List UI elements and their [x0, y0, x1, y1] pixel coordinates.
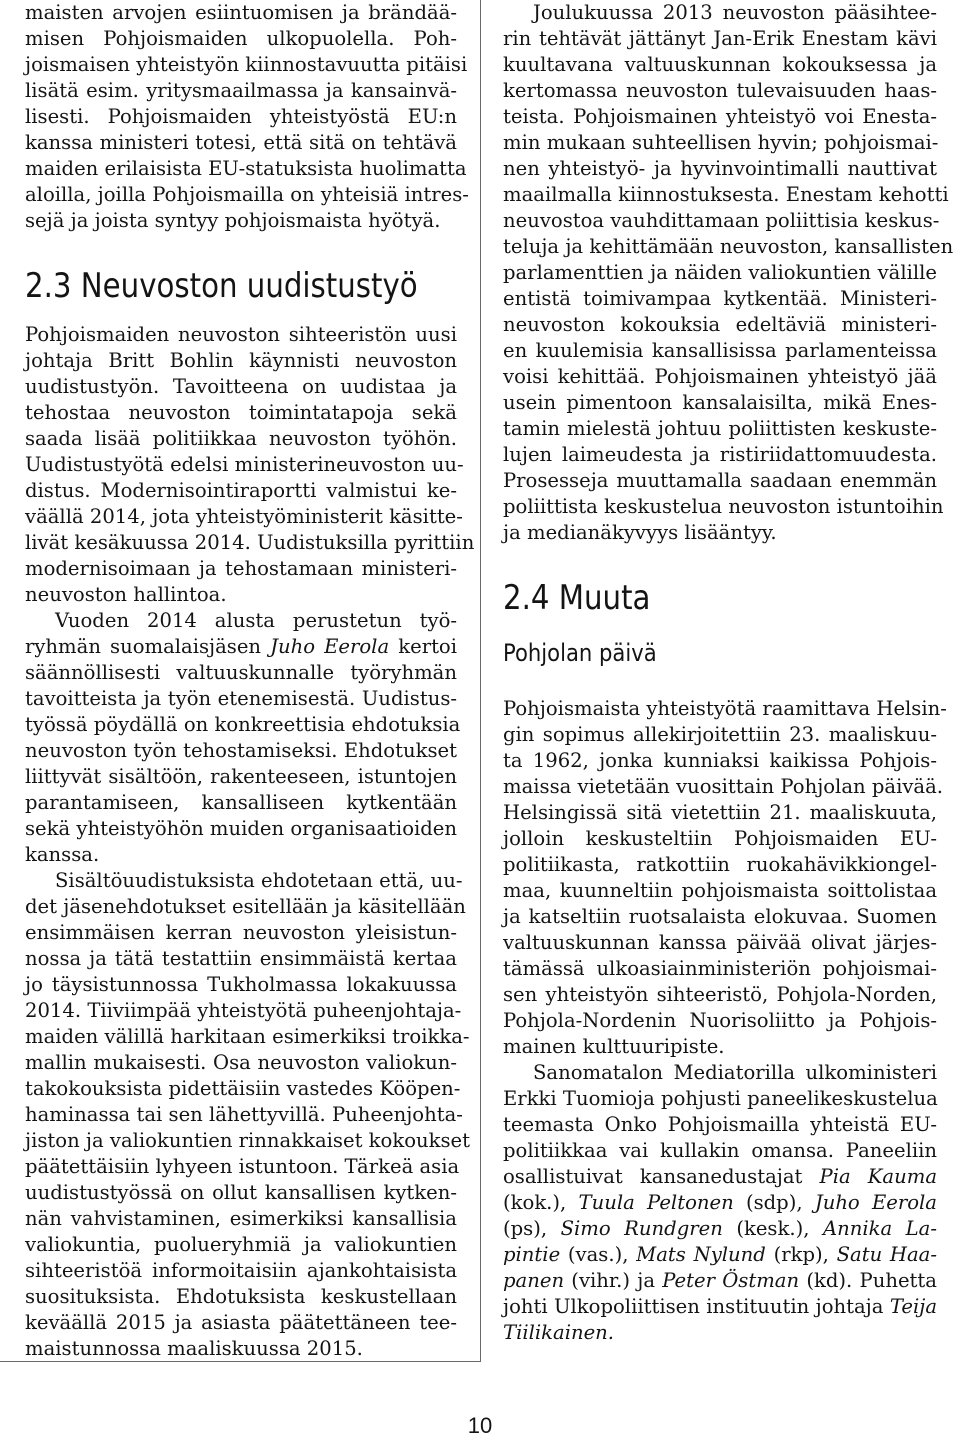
text-line: maailmalla kiinnostuksesta. Enestam kehotti: [503, 183, 949, 206]
text-line: Pohjoismaista yhteistyötä raamittava Helsin-: [503, 697, 947, 720]
text-line: uudistustyössä on ollut kansallisen kytken-: [25, 1181, 457, 1204]
text-fragment: (kd). Puhetta: [799, 1269, 937, 1292]
text-line: gin sopimus allekirjoitettiin 23. maaliskuu-: [503, 723, 937, 746]
person-name: Mats Nylund: [636, 1243, 766, 1266]
text-line: Vuoden 2014 alusta perustetun työ-: [55, 609, 457, 632]
text-line: nen yhteistyö- ja hyvinvointimalli nauttivat: [503, 157, 937, 180]
text-line: uudistustyön. Tavoitteena on uudistaa ja: [25, 375, 457, 398]
text-line: [25, 634, 457, 660]
text-line: väällä 2014, jota yhteistyöministerit käsitte-: [25, 505, 463, 528]
text-fragment: johti Ulkopoliittisen instituutin johtaja: [503, 1295, 890, 1318]
person-name: panen: [503, 1269, 565, 1292]
text-fragment: (kok.),: [503, 1191, 579, 1214]
text-line: [503, 1294, 937, 1320]
mediatori-paragraph: [503, 1060, 937, 1346]
text-line: entistä toimivampaa kytkentää. Ministeri-: [503, 287, 937, 310]
text-line: sen yhteistyön sihteeristö, Pohjola-Norden,: [503, 983, 937, 1006]
person-name: Peter Östman: [662, 1269, 800, 1292]
text-line: työssä pöydällä on konkreettisia ehdotuksia: [25, 713, 461, 736]
text-line: teluja ja kehittämään neuvoston, kansallisten: [503, 235, 954, 258]
text-line: jiston ja valiokuntien rinnakkaiset kokoukset: [25, 1129, 471, 1152]
text-line: takokouksista pidettäisiin vastedes Kööpen-: [25, 1077, 461, 1100]
person-name: Tuula Peltonen: [578, 1191, 734, 1214]
text-line: haminassa tai sen lähettyvillä. Puheenjohta-: [25, 1103, 463, 1126]
text-fragment: (rkp),: [765, 1243, 837, 1266]
content-reform-paragraph: [25, 868, 471, 1362]
text-line: kanssa.: [25, 843, 100, 866]
text-line: min mukaan suhteellisen hyvin; pohjoismai-: [503, 131, 939, 154]
text-line: ja medianäkyvyys lisääntyy.: [503, 521, 777, 544]
text-line: ta 1962, jonka kunniaksi kaikissa Pohjois-: [503, 749, 937, 772]
text-line: liittyvät sisältöön, rakenteeseen, istuntojen: [25, 765, 457, 788]
text-line: saada lisää politiikkaa neuvoston työhön.: [25, 427, 457, 450]
enestam-paragraph: [503, 0, 954, 546]
text-line: 2014. Tiiviimpää yhteistyötä puheenjohtaja-: [25, 999, 462, 1022]
person-name: Juho Eerola: [270, 635, 390, 658]
text-line: [503, 1164, 937, 1190]
text-line: valiokuntia, puolueryhmiä ja valiokuntien: [25, 1233, 457, 1256]
text-fragment: osallistuivat kansanedustajat: [503, 1165, 820, 1188]
section-heading-2-3: 2.3 Neuvoston uudistustyö: [25, 266, 418, 306]
subheading-pohjolan-paiva: Pohjolan päivä: [503, 639, 657, 667]
text-line: säännöllisesti valtuuskunnalle työryhmän: [25, 661, 457, 684]
text-line: Uudistustyötä edelsi ministerineuvoston uu-: [25, 453, 464, 476]
text-line: parantamiseen, kansalliseen kytkentään: [25, 791, 457, 814]
intro-paragraph: [25, 0, 469, 234]
text-line: Erkki Tuomioja pohjusti paneelikeskustelua: [503, 1087, 938, 1110]
text-line: sekä yhteistyöhön muiden organisaatioiden: [25, 817, 458, 840]
text-fragment: kertoi: [389, 635, 457, 658]
text-fragment: (kesk.),: [722, 1217, 823, 1240]
page-number: 10: [467, 1413, 493, 1438]
text-line: jolloin keskusteltiin Pohjoismaiden EU-: [503, 827, 937, 850]
pohjola-day-paragraph: [503, 696, 947, 1060]
text-line: parlamenttien ja näiden valiokuntien välille: [503, 261, 937, 284]
text-line: Joulukuussa 2013 neuvoston pääsihteе-: [533, 1, 937, 24]
text-line: maissa vietetään vuosittain Pohjolan päivää.: [503, 775, 944, 798]
text-line: päätettäisiin lyhyeen istuntoon. Tärkeä asia: [25, 1155, 460, 1178]
text-line: [503, 1242, 937, 1268]
working-group-paragraph: [25, 608, 461, 868]
text-line: valtuuskunnan kanssa päivää olivat järjes-: [503, 931, 937, 954]
renewal-paragraph: [25, 322, 475, 608]
text-line: maiden välillä harkitaan esimerkiksi troikka-: [25, 1025, 470, 1048]
text-line: livät kesäkuussa 2014. Uudistuksilla pyrittiin: [25, 531, 475, 554]
text-line: neuvostoa vauhdittamaan poliittisia keskus-: [503, 209, 940, 232]
text-fragment: (vas.),: [560, 1243, 637, 1266]
text-line: neuvoston hallintoa.: [25, 583, 227, 606]
person-name: Pia Kauma: [819, 1165, 937, 1188]
person-name: Annika La-: [822, 1217, 937, 1240]
text-line: [503, 1268, 937, 1294]
text-line: maistunnossa maaliskuussa 2015.: [25, 1337, 363, 1360]
text-line: tehostaa neuvoston toimintatapoja sekä: [25, 401, 457, 424]
text-line: [503, 1216, 937, 1242]
text-line: nossa ja tätä testattiin ensimmäistä kertaa: [25, 947, 457, 970]
person-name: Teija: [889, 1295, 937, 1318]
text-line: teemasta Onko Pohjoismailla yhteistä EU-: [503, 1113, 937, 1136]
person-name: Satu Haa-: [836, 1243, 937, 1266]
text-line: mainen kulttuuripiste.: [503, 1035, 725, 1058]
text-line: keväällä 2015 ja asiasta päätettäneen tee-: [25, 1311, 457, 1334]
text-line: lisätä esim. yritysmaailmassa ja kansainvä-: [25, 79, 457, 102]
text-line: maa, kuunneltiin pohjoismaista soittolistaa: [503, 879, 937, 902]
text-line: nän vahvistaminen, esimerkiksi kansallisia: [25, 1207, 457, 1230]
text-fragment: (vihr.) ja: [564, 1269, 663, 1292]
text-line: Sanomatalon Mediatorilla ulkoministeri: [533, 1061, 937, 1084]
text-line: lisesti. Pohjoismaiden yhteistyöstä EU:n: [25, 105, 457, 128]
person-name: Tiilikainen.: [503, 1321, 615, 1344]
text-line: [503, 1190, 937, 1216]
text-line: modernisoimaan ja tehostamaan ministeri-: [25, 557, 457, 580]
text-line: sejä ja joista syntyy pohjoismaista hyötyä.: [25, 209, 441, 232]
text-line: neuvoston kokouksia edeltäviä ministeri-: [503, 313, 937, 336]
right-column: [503, 0, 954, 1346]
text-line: Prosesseja muuttamalla saadaan enemmän: [503, 469, 937, 492]
text-line: kanssa ministeri totesi, että sitä on tehtävä: [25, 131, 457, 154]
text-line: maiden erilaisista EU-statuksista huolimatta: [25, 157, 467, 180]
text-fragment: (sdp),: [733, 1191, 815, 1214]
text-line: teista. Pohjoismainen yhteistyö voi Enesta-: [503, 105, 937, 128]
person-name: pintie: [503, 1243, 561, 1266]
text-line: rin tehtävät jättänyt Jan-Erik Enestam kävi: [503, 27, 937, 50]
text-line: tavoitteista ja työn etenemisestä. Uudistus-: [25, 687, 457, 710]
text-line: kertomassa neuvoston tulevaisuuden haas-: [503, 79, 937, 102]
text-line: Pohjoismaiden neuvoston sihteeristön uusi: [25, 323, 457, 346]
text-line: kuultavana valtuuskunnan kokouksessa ja: [503, 53, 937, 76]
text-line: politiikasta, ratkottiin ruokahävikkiongel-: [503, 853, 937, 876]
text-line: tamin mielestä johtuu poliittisten keskuste-: [503, 417, 937, 440]
text-line: jo täysistunnossa Tukholmassa lokakuussa: [25, 973, 457, 996]
text-line: usein pimentoon kansalaisilta, mikä Enes-: [503, 391, 937, 414]
text-line: johtaja Britt Bohlin käynnisti neuvoston: [25, 349, 457, 372]
text-line: lujen laimeudesta ja ristiriidattomuudesta.: [503, 443, 937, 466]
left-column: [25, 0, 475, 1362]
column-divider: [480, 0, 481, 1362]
text-line: en kuulemisia kansallisissa parlamenteissa: [503, 339, 937, 362]
text-line: joismaisen yhteistyön kiinnostavuutta pitäisi: [25, 53, 468, 76]
text-line: mallin mukaisesti. Osa neuvoston valiokun-: [25, 1051, 457, 1074]
text-line: politiikkaa vai kullakin omansa. Paneeliin: [503, 1139, 937, 1162]
text-line: Helsingissä sitä vietettiin 21. maaliskuuta,: [503, 801, 937, 824]
text-line: distus. Modernisointiraportti valmistui ke-: [25, 479, 457, 502]
text-line: tämässä ulkoasiainministeriön pohjoismai-: [503, 957, 937, 980]
text-line: misen Pohjoismaiden ulkopuolella. Poh-: [25, 27, 457, 50]
text-fragment: (ps),: [503, 1217, 561, 1240]
text-line: [503, 1320, 937, 1346]
text-line: Pohjola-Nordenin Nuorisoliitto ja Pohjois-: [503, 1009, 937, 1032]
text-line: Sisältöuudistuksista ehdotetaan että, uu-: [55, 869, 463, 892]
text-line: ja katseltiin ruotsalaista elokuvaa. Suomen: [503, 905, 937, 928]
person-name: Juho Eerola: [814, 1191, 937, 1214]
text-line: sihteeristöä informoitaisiin ajankohtaisista: [25, 1259, 457, 1282]
text-fragment: ryhmän suomalaisjäsen: [25, 635, 271, 658]
text-line: det jäsenehdotukset esitellään ja käsitellään: [25, 895, 466, 918]
section-heading-2-4: 2.4 Muuta: [503, 578, 651, 618]
text-line: poliittista keskustelua neuvoston istuntoihin: [503, 495, 944, 518]
person-name: Simo Rundgren: [560, 1217, 723, 1240]
text-line: voisi kehittää. Pohjoismainen yhteistyö jää: [503, 365, 937, 388]
text-line: ensimmäisen kerran neuvoston yleisistun-: [25, 921, 457, 944]
text-line: maisten arvojen esiintuomisen ja brändää-: [25, 1, 457, 24]
text-line: suosituksista. Ehdotuksista keskustellaan: [25, 1285, 457, 1308]
text-line: aloilla, joilla Pohjoismailla on yhteisiä intres-: [25, 183, 469, 206]
text-line: neuvoston työn tehostamiseksi. Ehdotukset: [25, 739, 457, 762]
